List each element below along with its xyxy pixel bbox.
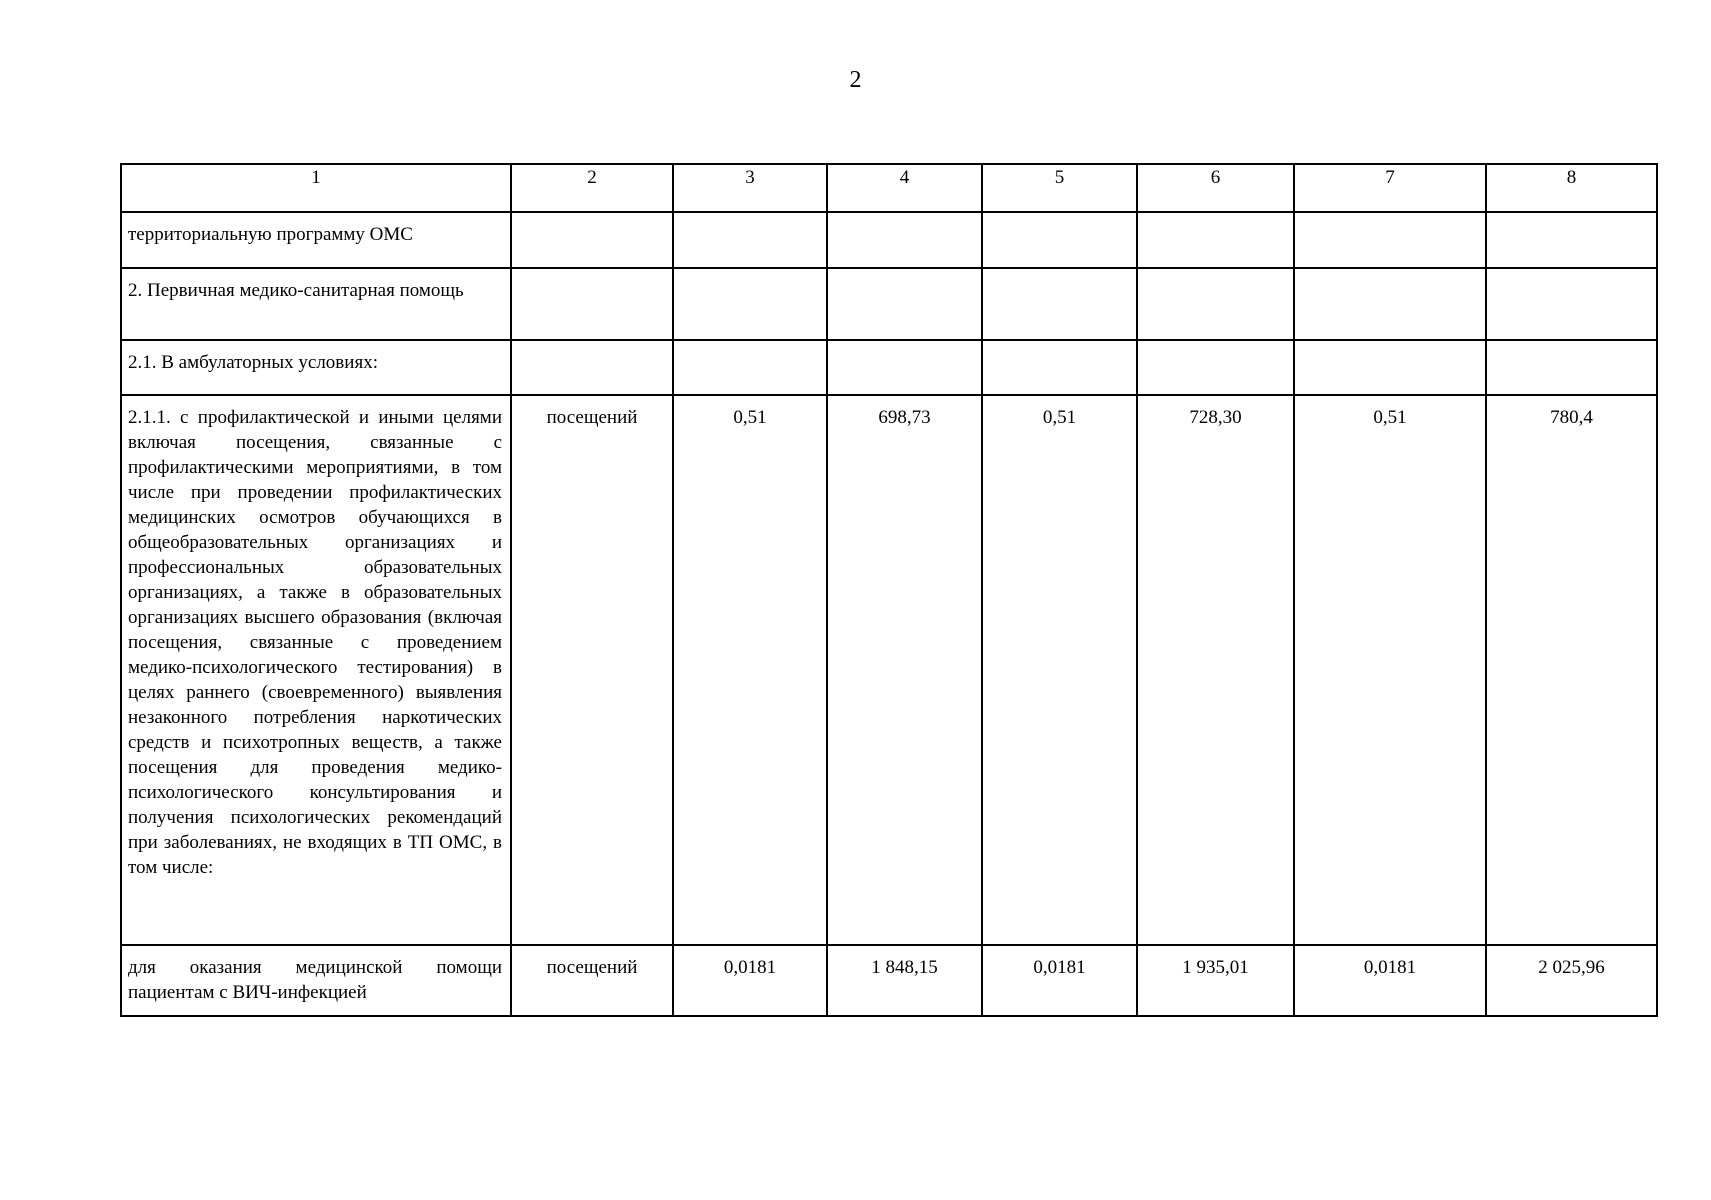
column-number: 6 xyxy=(1137,164,1294,212)
value-cell: 698,73 xyxy=(827,395,982,945)
row-name-cell: территориальную программу ОМС xyxy=(121,212,511,268)
table-row xyxy=(121,212,1657,268)
value-cell xyxy=(1486,340,1657,395)
value-cell xyxy=(827,340,982,395)
value-cell xyxy=(1486,212,1657,268)
unit-cell xyxy=(511,340,673,395)
row-name-cell: 2.1.1. с профилактической и иными целями включая посещения, связанные с профилактическими мероприятиями, в том числе при проведении профилактических медицинских осмотров обучающихся в общеобразовательных организациях и профессиональных образовательных организациях, а также в образовательных организациях высшего образования (включая посещения, связанные с проведением медико-психологического тестирования) в целях раннего (своевременного) выявления незаконного потребления наркотических средств и психотропных веществ, а также посещения для проведения медико-психологического консультирования и получения психологических рекомендаций при заболеваниях, не входящих в ТП ОМС, в том числе: xyxy=(121,395,511,945)
column-number: 3 xyxy=(673,164,827,212)
value-cell xyxy=(982,340,1137,395)
value-cell xyxy=(1137,212,1294,268)
value-cell xyxy=(1486,268,1657,340)
table-row xyxy=(121,395,1657,945)
value-cell: 0,51 xyxy=(982,395,1137,945)
value-cell: 1 848,15 xyxy=(827,945,982,1016)
column-number: 2 xyxy=(511,164,673,212)
value-cell xyxy=(673,212,827,268)
column-number: 8 xyxy=(1486,164,1657,212)
value-cell: 0,51 xyxy=(673,395,827,945)
value-cell xyxy=(1294,340,1486,395)
table-row xyxy=(121,268,1657,340)
table-row xyxy=(121,945,1657,1016)
unit-cell xyxy=(511,212,673,268)
column-number: 5 xyxy=(982,164,1137,212)
column-number: 1 xyxy=(121,164,511,212)
value-cell xyxy=(1137,268,1294,340)
row-name-cell: для оказания медицинской помощи пациентам с ВИЧ-инфекцией xyxy=(121,945,511,1016)
value-cell: 0,0181 xyxy=(1294,945,1486,1016)
value-cell: 0,0181 xyxy=(982,945,1137,1016)
value-cell: 1 935,01 xyxy=(1137,945,1294,1016)
value-cell xyxy=(1294,212,1486,268)
column-number: 7 xyxy=(1294,164,1486,212)
value-cell xyxy=(827,268,982,340)
value-cell: 2 025,96 xyxy=(1486,945,1657,1016)
data-table xyxy=(120,163,1658,1017)
value-cell: 728,30 xyxy=(1137,395,1294,945)
table-row xyxy=(121,340,1657,395)
value-cell: 780,4 xyxy=(1486,395,1657,945)
row-name-cell: 2. Первичная медико-санитарная помощь xyxy=(121,268,511,340)
value-cell xyxy=(673,268,827,340)
column-number: 4 xyxy=(827,164,982,212)
column-number-row xyxy=(121,164,1657,212)
unit-cell: посещений xyxy=(511,395,673,945)
value-cell xyxy=(827,212,982,268)
value-cell xyxy=(982,268,1137,340)
value-cell: 0,0181 xyxy=(673,945,827,1016)
value-cell xyxy=(1137,340,1294,395)
row-name-cell: 2.1. В амбулаторных условиях: xyxy=(121,340,511,395)
page-number: 2 xyxy=(849,67,862,93)
unit-cell xyxy=(511,268,673,340)
value-cell xyxy=(1294,268,1486,340)
value-cell: 0,51 xyxy=(1294,395,1486,945)
unit-cell: посещений xyxy=(511,945,673,1016)
value-cell xyxy=(673,340,827,395)
value-cell xyxy=(982,212,1137,268)
